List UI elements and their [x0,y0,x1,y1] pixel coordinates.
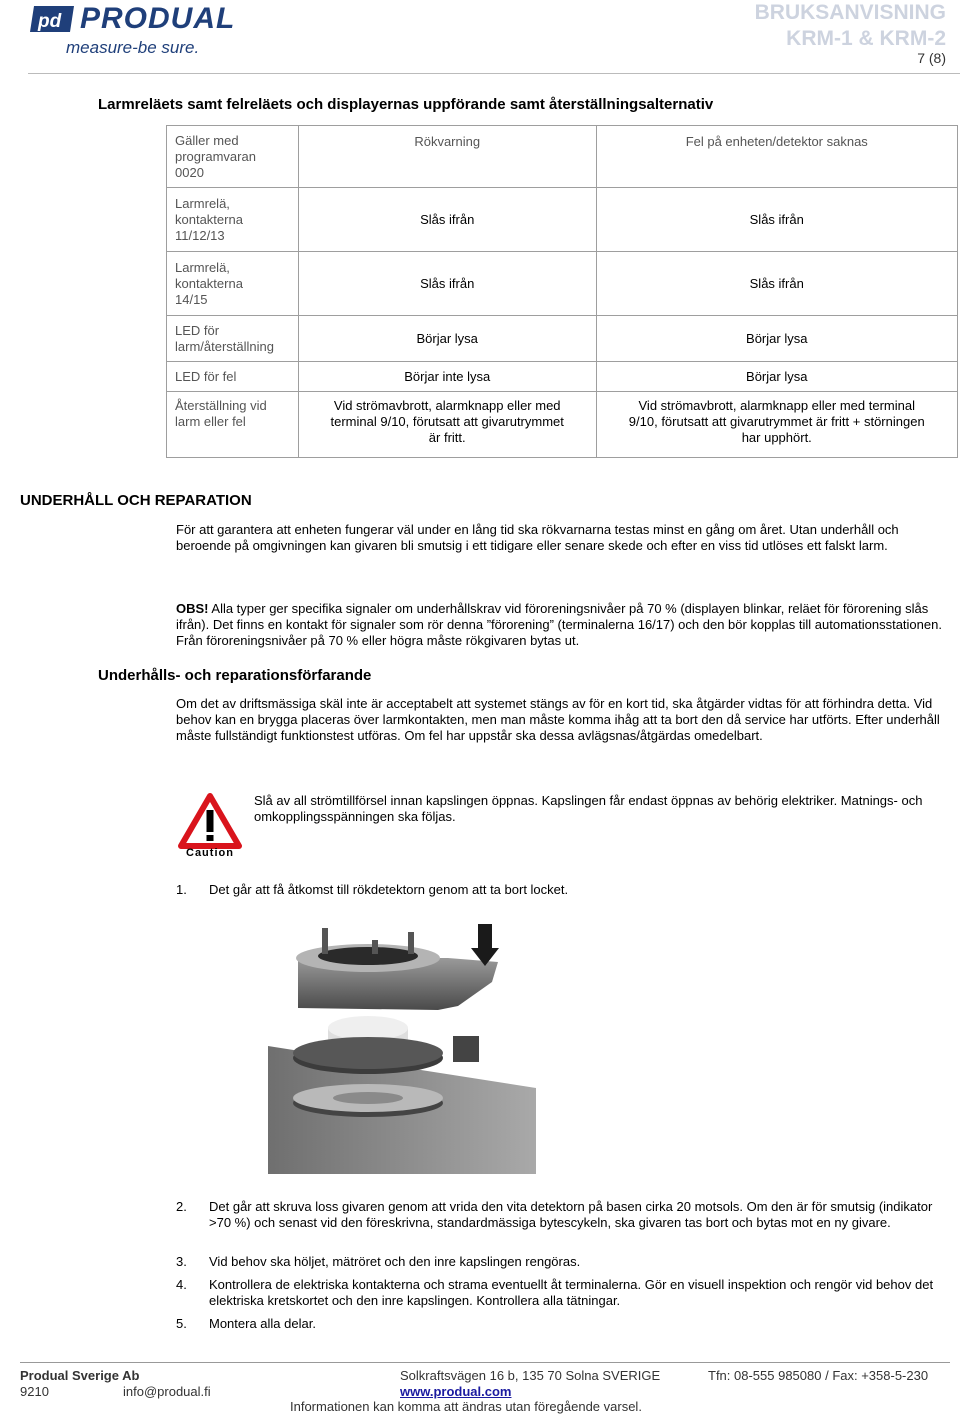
footer-email[interactable]: info@produal.fi [123,1384,211,1399]
step-text: Kontrollera de elektriska kontakterna och strama eventuellt åt terminalerna. Gör en visuell inspektion och rengör vid behov det elektriska kretskortet och den inre kapslingen. Kontrollera alla tätningar. [209,1277,934,1308]
table-header-cell: Rökvarning [298,126,596,188]
obs-text: Alla typer ger specifika signaler om underhållskrav vid föroreningsnivåer på 70 % (displayen blinkar, reläet för förorening slås ifrån). Det finns en kontakt för signaler som rör denna ”förorening” (terminalerna 16/17) och den bör kopplas till automationsstationen. Från föroreningsnivåer på 70 % eller högra måste rökgivaren bytas ut. [176,601,942,648]
title-line-1: BRUKSANVISNING [754,1,946,24]
caution-label: Caution [186,847,234,859]
table-cell: Börjar lysa [596,316,958,362]
table-row [167,362,958,392]
svg-text:pd: pd [38,11,62,32]
table-header-cell: Fel på enheten/detektor saknas [596,126,958,188]
table-cell: LED för fel [167,362,299,392]
caution-sign [178,793,242,863]
procedure-title: Underhålls- och reparationsförfarande [98,667,372,684]
table-header-row [167,126,958,188]
step-number: 5. [176,1316,187,1331]
table-cell: Börjar lysa [596,362,958,392]
table-row [167,252,958,316]
footer-divider [20,1362,950,1363]
obs-label: OBS! [176,601,209,616]
step-text: Vid behov ska höljet, mätröret och den inre kapslingen rengöras. [209,1254,581,1269]
table-row [167,188,958,252]
table-cell: Börjar inte lysa [298,362,596,392]
step-text: Montera alla delar. [209,1316,316,1331]
title-line-2: KRM-1 & KRM-2 [786,27,946,50]
maintenance-paragraph: För att garantera att enheten fungerar väl under en lång tid ska rökvarnarna testas minst en gång om året. Utan underhåll och beroende på omgivningen kan givaren bli smutsig i ett tidigare eller senare skede och efter en viss tid utlöses ett falskt larm. [176,522,899,553]
footer-phone: Tfn: 08-555 985080 / Fax: +358-5-230 [708,1368,929,1383]
produal-logo [30,2,260,60]
procedure-paragraph: Om det av driftsmässiga skäl inte är acceptabelt att systemet stängs av för en kort tid, ska åtgärder vidtas för att förhindra detta. Vid behov kan en brygga placeras över larmkontakten, men man måste komma ihåg att ta bort den då service har utförts. Efter underhåll måste fullständigt funktionstest utföras. Om fel har uppstår ska dessa avlägsnas/åtgärdas omedelbart. [176,696,940,743]
caution-text: Slå av all strömtillförsel innan kapslingen öppnas. Kapslingen får endast öppnas av behörig elektriker. Matnings- och omkopplingsspänningen ska följas. [254,793,923,824]
table-cell: Vid strömavbrott, alarmknapp eller med terminal 9/10, förutsatt att givarutrymmet är fritt. [298,392,596,458]
footer-note: Informationen kan komma att ändras utan föregående varsel. [290,1399,642,1414]
document-title [755,0,946,52]
step-text: Det går att skruva loss givaren genom att vrida den vita detektorn på basen cirka 20 motsols. Om den är för smutsig (indikator >70 %) och senast vid den föreskrivna, standardmässiga bytescykeln, ska givaren tas bort och bytas mot en ny givare. [209,1199,933,1230]
table-cell: Börjar lysa [298,316,596,362]
table-cell: Slås ifrån [298,252,596,316]
header-divider [28,73,960,74]
footer-code: 9210 [20,1384,49,1399]
table-cell: LED för larm/återställning [167,316,299,362]
footer-website-link[interactable]: www.produal.com [400,1384,512,1399]
relay-behavior-table [166,125,958,458]
step-number: 4. [176,1277,187,1292]
table-cell: Slås ifrån [298,188,596,252]
detector-illustration [268,918,536,1174]
logo-text: PRODUAL [80,2,236,35]
table-header-cell: Gäller med programvaran 0020 [167,126,299,188]
step-number: 1. [176,882,187,897]
section-title: Larmreläets samt felreläets och displayernas uppförande samt återställningsalternativ [98,96,714,113]
table-cell: Larmrelä, kontakterna 14/15 [167,252,299,316]
footer-address: Solkraftsvägen 16 b, 135 70 Solna SVERIGE [400,1368,661,1383]
table-cell: Återställning vid larm eller fel [167,392,299,458]
table-cell: Slås ifrån [596,188,958,252]
footer-company: Produal Sverige Ab [20,1368,140,1383]
table-row [167,392,958,458]
step-number: 3. [176,1254,187,1269]
page-number: 7 (8) [917,50,946,66]
table-cell: Slås ifrån [596,252,958,316]
step-text: Det går att få åtkomst till rökdetektorn genom att ta bort locket. [209,882,569,897]
obs-paragraph [176,601,948,649]
table-cell: Vid strömavbrott, alarmknapp eller med terminal 9/10, förutsatt att givarutrymmet är fritt + störningen har upphört. [596,392,958,458]
table-row [167,316,958,362]
maintenance-title: UNDERHÅLL OCH REPARATION [20,492,252,509]
smoke-detector-image [268,918,536,1174]
step-number: 2. [176,1199,187,1214]
warning-triangle-icon [178,793,242,849]
table-cell: Larmrelä, kontakterna 11/12/13 [167,188,299,252]
slogan: measure-be sure. [66,38,200,57]
